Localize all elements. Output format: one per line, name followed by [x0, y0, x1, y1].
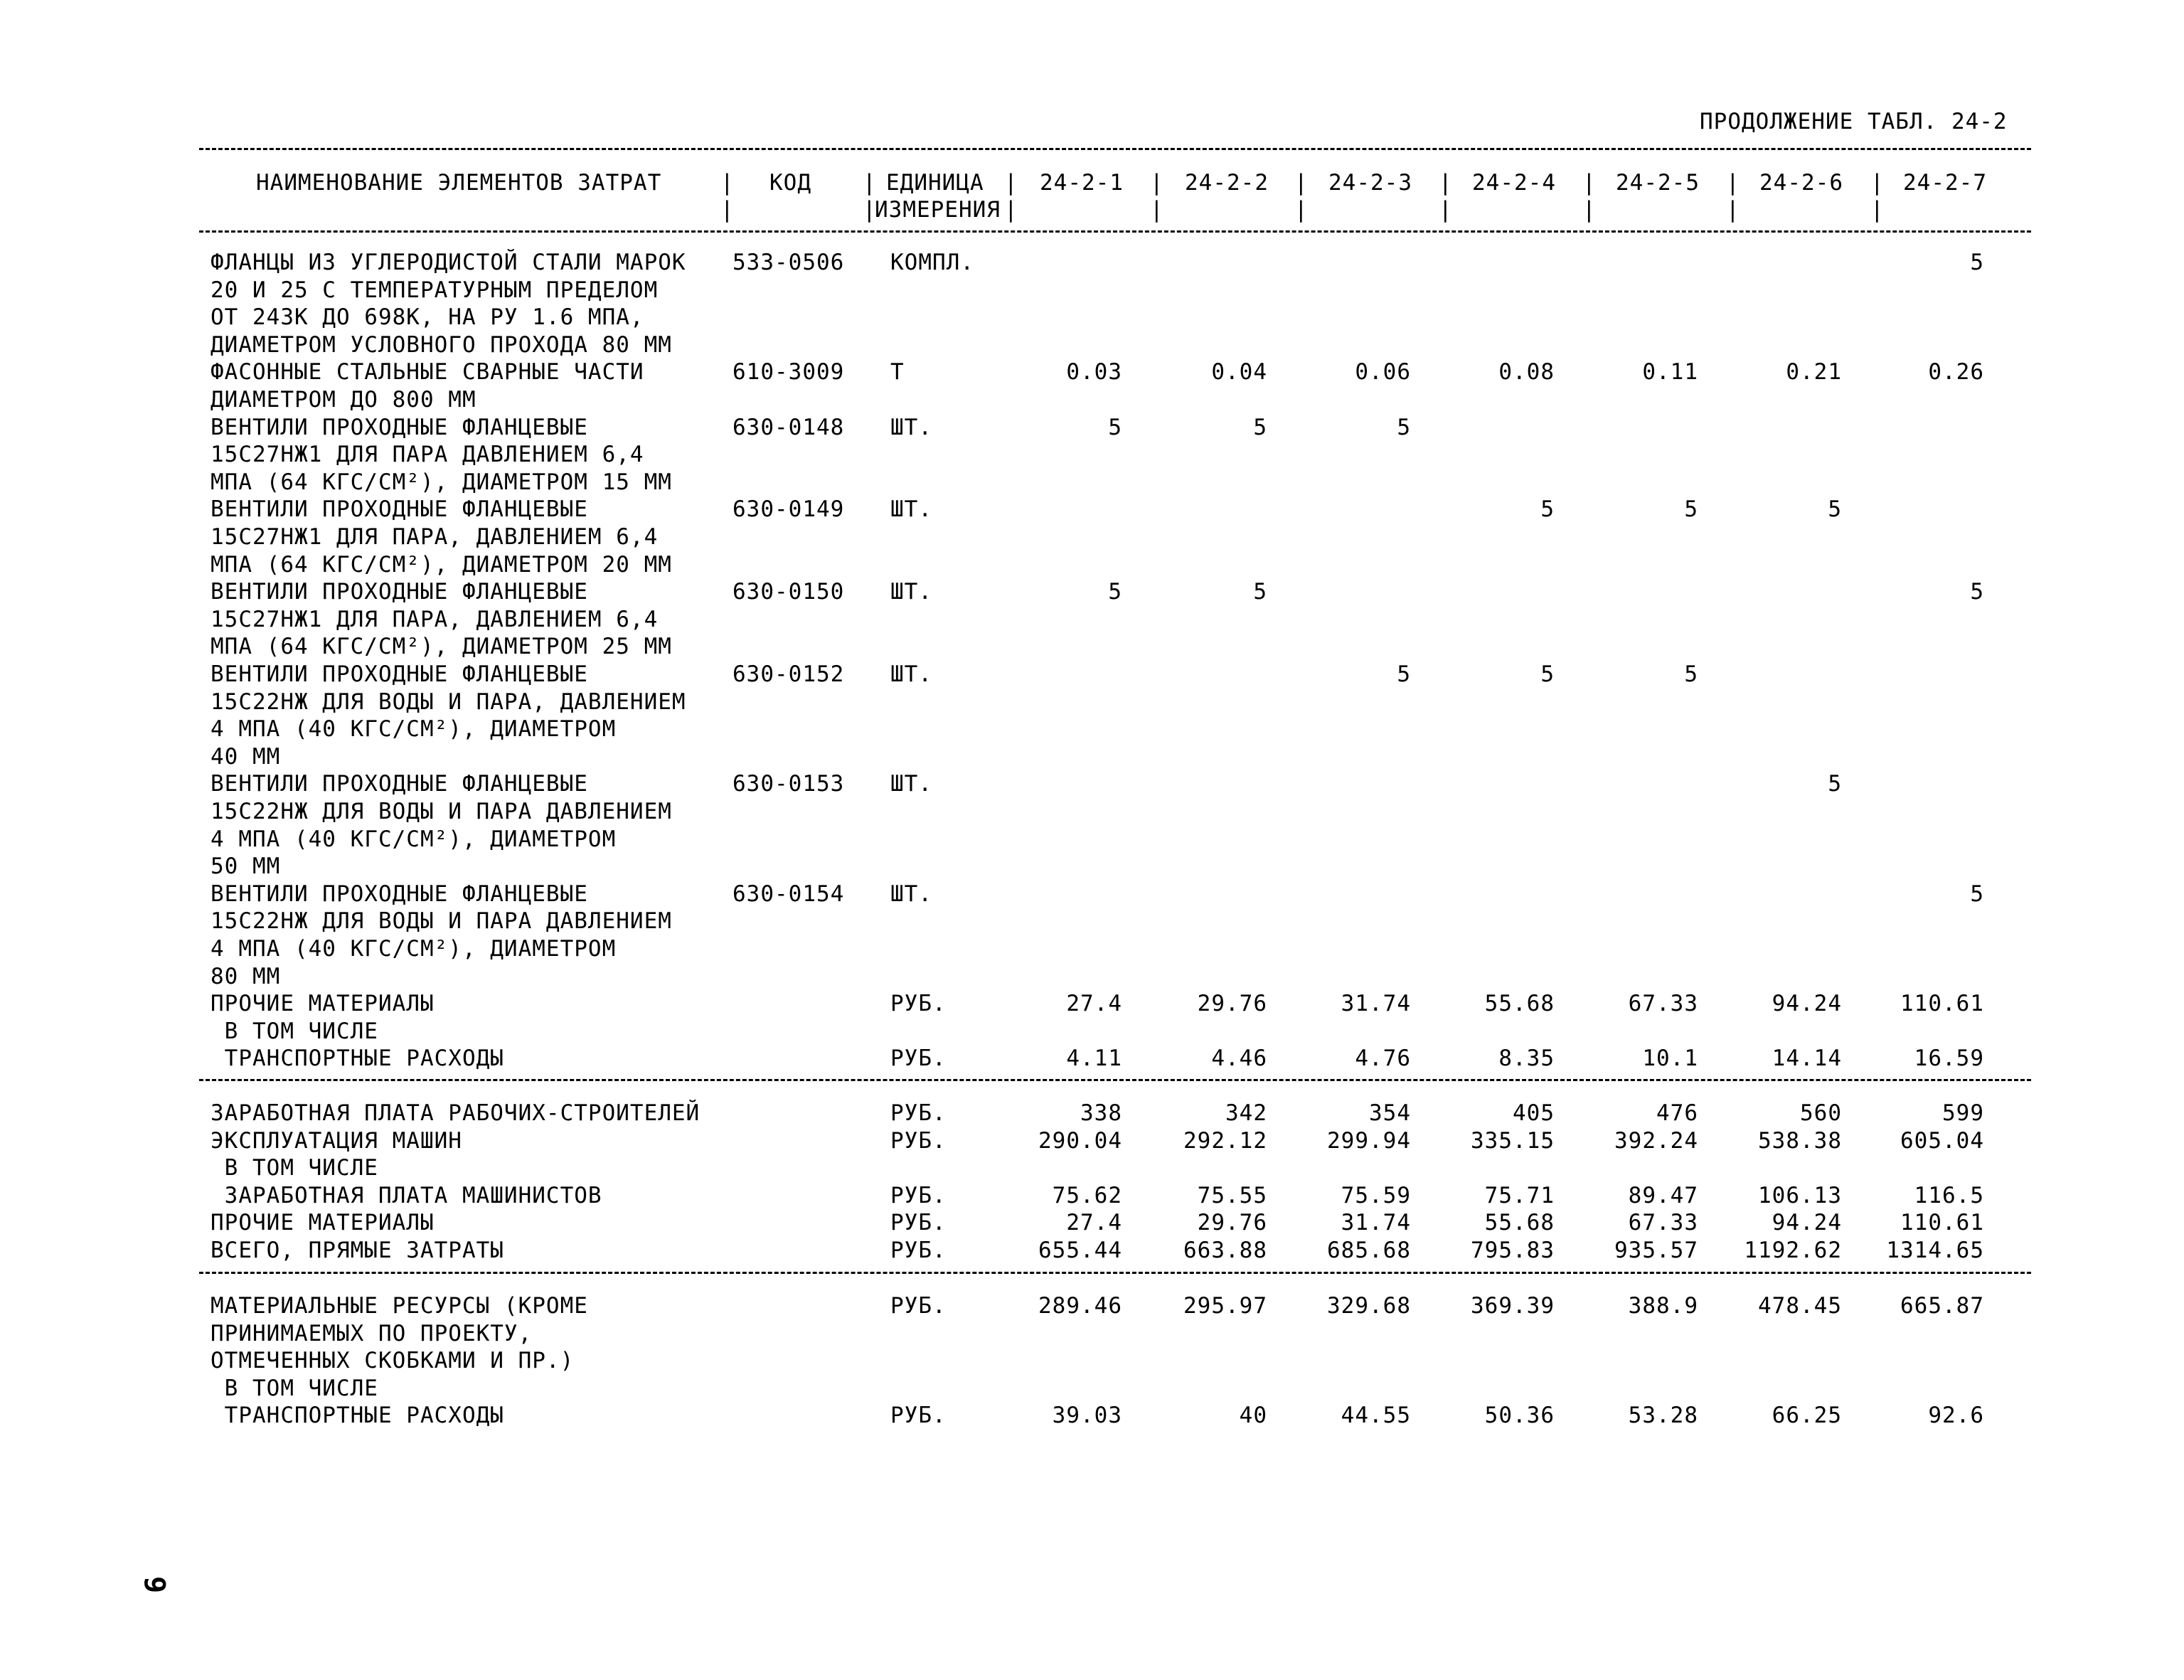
row-value: 405	[1513, 1100, 1555, 1126]
row-value: 1192.62	[1744, 1238, 1842, 1263]
row-name-line: ФАСОННЫЕ СТАЛЬНЫЕ СВАРНЫЕ ЧАСТИ	[211, 359, 644, 386]
row-value: 0.08	[1498, 359, 1555, 386]
row-value: 5	[1684, 496, 1698, 523]
row-unit: РУБ.	[890, 1046, 947, 1072]
row-value: 665.87	[1900, 1293, 1984, 1319]
row-name-line: 20 И 25 С ТЕМПЕРАТУРНЫМ ПРЕДЕЛОМ	[211, 277, 659, 303]
row-name-line: ПРИНИМАЕМЫХ ПО ПРОЕКТУ,	[211, 1320, 533, 1346]
header-sep: |	[1870, 170, 1885, 196]
row-value: 388.9	[1628, 1293, 1698, 1319]
row-name-line: ПРОЧИЕ МАТЕРИАЛЫ	[211, 1210, 435, 1236]
row-name-line: МАТЕРИАЛЬНЫЕ РЕСУРСЫ (КРОМЕ	[211, 1293, 588, 1319]
header-col-24-2-2: 24-2-2	[1185, 170, 1269, 196]
row-value: 5	[1828, 496, 1842, 523]
row-unit: ШТ.	[890, 414, 932, 440]
row-code: 610-3009	[733, 359, 845, 386]
row-name-line: 4 МПА (40 КГС/СМ²), ДИАМЕТРОМ	[211, 826, 617, 852]
row-value: 27.4	[1066, 1210, 1122, 1236]
row-unit: РУБ.	[890, 1127, 947, 1154]
header-sep: |	[1582, 197, 1597, 223]
row-value: 44.55	[1341, 1403, 1411, 1429]
row-name-line: ВСЕГО, ПРЯМЫЕ ЗАТРАТЫ	[211, 1238, 504, 1263]
row-value: 75.62	[1052, 1182, 1122, 1208]
header-sep: |	[1726, 197, 1740, 223]
header-sep: |	[1870, 197, 1885, 223]
row-name-line: 80 ММ	[211, 963, 281, 989]
row-value: 5	[1253, 414, 1267, 440]
header-bottom-rule	[199, 230, 2031, 233]
row-name-line: ОТ 243К ДО 698К, НА РУ 1.6 МПА,	[211, 304, 644, 331]
row-value: 0.11	[1642, 359, 1698, 386]
row-name-line: 15С22НЖ ДЛЯ ВОДЫ И ПАРА, ДАВЛЕНИЕМ	[211, 689, 686, 715]
row-unit: РУБ.	[890, 1403, 947, 1429]
header-sep: |	[1439, 197, 1453, 223]
row-name-line: ВЕНТИЛИ ПРОХОДНЫЕ ФЛАНЦЕВЫЕ	[211, 496, 588, 523]
row-value: 538.38	[1758, 1127, 1842, 1154]
row-value: 5	[1540, 496, 1555, 523]
row-code: 630-0148	[733, 414, 845, 440]
row-value: 31.74	[1341, 1210, 1411, 1236]
row-value: 53.28	[1628, 1403, 1698, 1429]
row-value: 75.59	[1341, 1182, 1411, 1208]
header-sep: |	[1439, 170, 1453, 196]
row-value: 335.15	[1471, 1127, 1555, 1154]
row-value: 39.03	[1052, 1403, 1122, 1429]
row-value: 5	[1108, 414, 1122, 440]
row-code: 630-0154	[733, 881, 845, 907]
header-unit-line1: ЕДИНИЦА	[886, 170, 984, 196]
row-value: 0.03	[1066, 359, 1122, 386]
row-unit: ШТ.	[890, 496, 932, 523]
row-value: 5	[1970, 579, 1984, 605]
row-name-line: В ТОМ ЧИСЛЕ	[211, 1018, 378, 1044]
row-value: 478.45	[1758, 1293, 1842, 1319]
header-col-24-2-3: 24-2-3	[1328, 170, 1412, 196]
row-unit: РУБ.	[890, 1210, 947, 1236]
row-name-line: ВЕНТИЛИ ПРОХОДНЫЕ ФЛАНЦЕВЫЕ	[211, 579, 588, 605]
row-value: 50.36	[1484, 1403, 1555, 1429]
row-value: 935.57	[1614, 1238, 1698, 1263]
row-value: 663.88	[1183, 1238, 1267, 1263]
row-value: 5	[1540, 661, 1555, 687]
header-top-rule	[199, 148, 2031, 150]
row-unit: РУБ.	[890, 1293, 947, 1319]
row-value: 295.97	[1183, 1293, 1267, 1319]
row-name-line: В ТОМ ЧИСЛЕ	[211, 1155, 378, 1181]
row-unit: РУБ.	[890, 1100, 947, 1126]
row-value: 329.68	[1327, 1293, 1411, 1319]
row-name-line: ОТМЕЧЕННЫХ СКОБКАМИ И ПР.)	[211, 1348, 575, 1374]
row-code: 630-0152	[733, 661, 845, 687]
row-value: 299.94	[1327, 1127, 1411, 1154]
header-sep: |	[1294, 170, 1309, 196]
row-unit: ШТ.	[890, 771, 932, 797]
row-code: 630-0150	[733, 579, 845, 605]
row-unit: РУБ.	[890, 1238, 947, 1263]
header-name: НАИМЕНОВАНИЕ ЭЛЕМЕНТОВ ЗАТРАТ	[256, 170, 662, 196]
row-value: 16.59	[1914, 1046, 1984, 1072]
row-value: 5	[1253, 579, 1267, 605]
row-value: 89.47	[1628, 1182, 1698, 1208]
row-name-line: ЗАРАБОТНАЯ ПЛАТА РАБОЧИХ-СТРОИТЕЛЕЙ	[211, 1100, 701, 1126]
row-value: 599	[1942, 1100, 1984, 1126]
row-value: 55.68	[1484, 1210, 1555, 1236]
row-value: 5	[1397, 414, 1411, 440]
row-value: 0.26	[1928, 359, 1984, 386]
row-value: 605.04	[1900, 1127, 1984, 1154]
header-col-24-2-6: 24-2-6	[1759, 170, 1843, 196]
header-sep: |	[1150, 197, 1164, 223]
section-rule	[199, 1079, 2031, 1081]
row-value: 31.74	[1341, 991, 1411, 1017]
row-value: 27.4	[1066, 991, 1122, 1017]
section-rule	[199, 1272, 2031, 1274]
header-sep: |	[863, 197, 877, 223]
row-value: 67.33	[1628, 991, 1698, 1017]
row-value: 92.6	[1928, 1403, 1984, 1429]
row-name-line: ДИАМЕТРОМ ДО 800 ММ	[211, 387, 476, 413]
page-number: 9	[138, 1575, 171, 1594]
header-code: КОД	[769, 170, 811, 196]
row-name-line: 15С27НЖ1 ДЛЯ ПАРА, ДАВЛЕНИЕМ 6,4	[211, 606, 659, 632]
row-value: 14.14	[1772, 1046, 1842, 1072]
row-value: 354	[1369, 1100, 1411, 1126]
row-value: 795.83	[1471, 1238, 1555, 1263]
row-unit: ШТ.	[890, 881, 932, 907]
header-sep: |	[1004, 197, 1018, 223]
header-unit-line2: ИЗМЕРЕНИЯ	[875, 197, 1001, 223]
table-caption: ПРОДОЛЖЕНИЕ ТАБЛ. 24-2	[1700, 109, 2008, 134]
row-value: 66.25	[1772, 1403, 1842, 1429]
row-name-line: МПА (64 КГС/СМ²), ДИАМЕТРОМ 25 ММ	[211, 634, 672, 660]
row-name-line: ДИАМЕТРОМ УСЛОВНОГО ПРОХОДА 80 ММ	[211, 331, 672, 358]
row-value: 560	[1800, 1100, 1842, 1126]
row-value: 685.68	[1327, 1238, 1411, 1263]
row-code: 533-0506	[733, 250, 845, 275]
row-code: 630-0149	[733, 496, 845, 523]
row-name-line: 15С22НЖ ДЛЯ ВОДЫ И ПАРА ДАВЛЕНИЕМ	[211, 799, 672, 824]
row-value: 1314.65	[1886, 1238, 1984, 1263]
row-value: 5	[1108, 579, 1122, 605]
row-name-line: 50 ММ	[211, 854, 281, 880]
row-name-line: ВЕНТИЛИ ПРОХОДНЫЕ ФЛАНЦЕВЫЕ	[211, 771, 588, 797]
row-value: 110.61	[1900, 1210, 1984, 1236]
row-value: 0.06	[1355, 359, 1411, 386]
row-value: 5	[1828, 771, 1842, 797]
header-sep: |	[1726, 170, 1740, 196]
row-name-line: ФЛАНЦЫ ИЗ УГЛЕРОДИСТОЙ СТАЛИ МАРОК	[211, 250, 686, 275]
row-name-line: ПРОЧИЕ МАТЕРИАЛЫ	[211, 991, 435, 1017]
row-value: 8.35	[1498, 1046, 1555, 1072]
row-value: 55.68	[1484, 991, 1555, 1017]
row-value: 289.46	[1038, 1293, 1122, 1319]
row-name-line: 4 МПА (40 КГС/СМ²), ДИАМЕТРОМ	[211, 716, 617, 743]
header-sep: |	[720, 197, 735, 223]
row-name-line: 40 ММ	[211, 743, 281, 770]
row-value: 290.04	[1038, 1127, 1122, 1154]
row-name-line: ВЕНТИЛИ ПРОХОДНЫЕ ФЛАНЦЕВЫЕ	[211, 661, 588, 687]
header-sep: |	[1294, 197, 1309, 223]
row-name-line: ЗАРАБОТНАЯ ПЛАТА МАШИНИСТОВ	[211, 1182, 602, 1208]
row-value: 29.76	[1197, 1210, 1267, 1236]
row-value: 94.24	[1772, 991, 1842, 1017]
row-name-line: ТРАНСПОРТНЫЕ РАСХОДЫ	[211, 1403, 504, 1429]
row-value: 10.1	[1642, 1046, 1698, 1072]
row-value: 94.24	[1772, 1210, 1842, 1236]
row-value: 369.39	[1471, 1293, 1555, 1319]
row-value: 5	[1970, 881, 1984, 907]
row-value: 5	[1684, 661, 1698, 687]
row-value: 106.13	[1758, 1182, 1842, 1208]
row-name-line: МПА (64 КГС/СМ²), ДИАМЕТРОМ 15 ММ	[211, 469, 672, 495]
row-value: 29.76	[1197, 991, 1267, 1017]
header-sep: |	[1004, 170, 1018, 196]
row-unit: КОМПЛ.	[890, 250, 974, 275]
row-unit: ШТ.	[890, 579, 932, 605]
row-value: 116.5	[1914, 1182, 1984, 1208]
header-col-24-2-5: 24-2-5	[1616, 170, 1700, 196]
row-value: 5	[1970, 250, 1984, 275]
row-value: 4.76	[1355, 1046, 1411, 1072]
row-name-line: ВЕНТИЛИ ПРОХОДНЫЕ ФЛАНЦЕВЫЕ	[211, 414, 588, 440]
row-name-line: ТРАНСПОРТНЫЕ РАСХОДЫ	[211, 1046, 504, 1072]
header-col-24-2-7: 24-2-7	[1903, 170, 1987, 196]
header-sep: |	[863, 170, 877, 196]
row-name-line: 15С27НЖ1 ДЛЯ ПАРА ДАВЛЕНИЕМ 6,4	[211, 442, 644, 468]
row-name-line: МПА (64 КГС/СМ²), ДИАМЕТРОМ 20 ММ	[211, 551, 672, 578]
row-value: 5	[1397, 661, 1411, 687]
row-value: 338	[1080, 1100, 1122, 1126]
row-value: 392.24	[1614, 1127, 1698, 1154]
row-value: 0.04	[1211, 359, 1267, 386]
row-name-line: ВЕНТИЛИ ПРОХОДНЫЕ ФЛАНЦЕВЫЕ	[211, 881, 588, 907]
header-sep: |	[1150, 170, 1164, 196]
header-col-24-2-4: 24-2-4	[1472, 170, 1556, 196]
row-name-line: В ТОМ ЧИСЛЕ	[211, 1375, 378, 1401]
row-value: 40	[1239, 1403, 1267, 1429]
row-value: 655.44	[1038, 1238, 1122, 1263]
row-name-line: ЭКСПЛУАТАЦИЯ МАШИН	[211, 1127, 462, 1154]
header-sep: |	[1582, 170, 1597, 196]
row-value: 110.61	[1900, 991, 1984, 1017]
row-name-line: 15С22НЖ ДЛЯ ВОДЫ И ПАРА ДАВЛЕНИЕМ	[211, 908, 672, 935]
row-value: 292.12	[1183, 1127, 1267, 1154]
row-value: 4.46	[1211, 1046, 1267, 1072]
row-name-line: 4 МПА (40 КГС/СМ²), ДИАМЕТРОМ	[211, 936, 617, 962]
row-value: 75.55	[1197, 1182, 1267, 1208]
row-unit: Т	[890, 359, 905, 386]
header-col-24-2-1: 24-2-1	[1040, 170, 1124, 196]
row-name-line: 15С27НЖ1 ДЛЯ ПАРА, ДАВЛЕНИЕМ 6,4	[211, 524, 659, 550]
row-value: 75.71	[1484, 1182, 1555, 1208]
row-value: 342	[1225, 1100, 1267, 1126]
row-value: 476	[1656, 1100, 1698, 1126]
row-unit: РУБ.	[890, 1182, 947, 1208]
row-value: 0.21	[1786, 359, 1842, 386]
row-unit: РУБ.	[890, 991, 947, 1017]
row-code: 630-0153	[733, 771, 845, 797]
header-sep: |	[720, 170, 735, 196]
row-value: 67.33	[1628, 1210, 1698, 1236]
row-value: 4.11	[1066, 1046, 1122, 1072]
row-unit: ШТ.	[890, 661, 932, 687]
